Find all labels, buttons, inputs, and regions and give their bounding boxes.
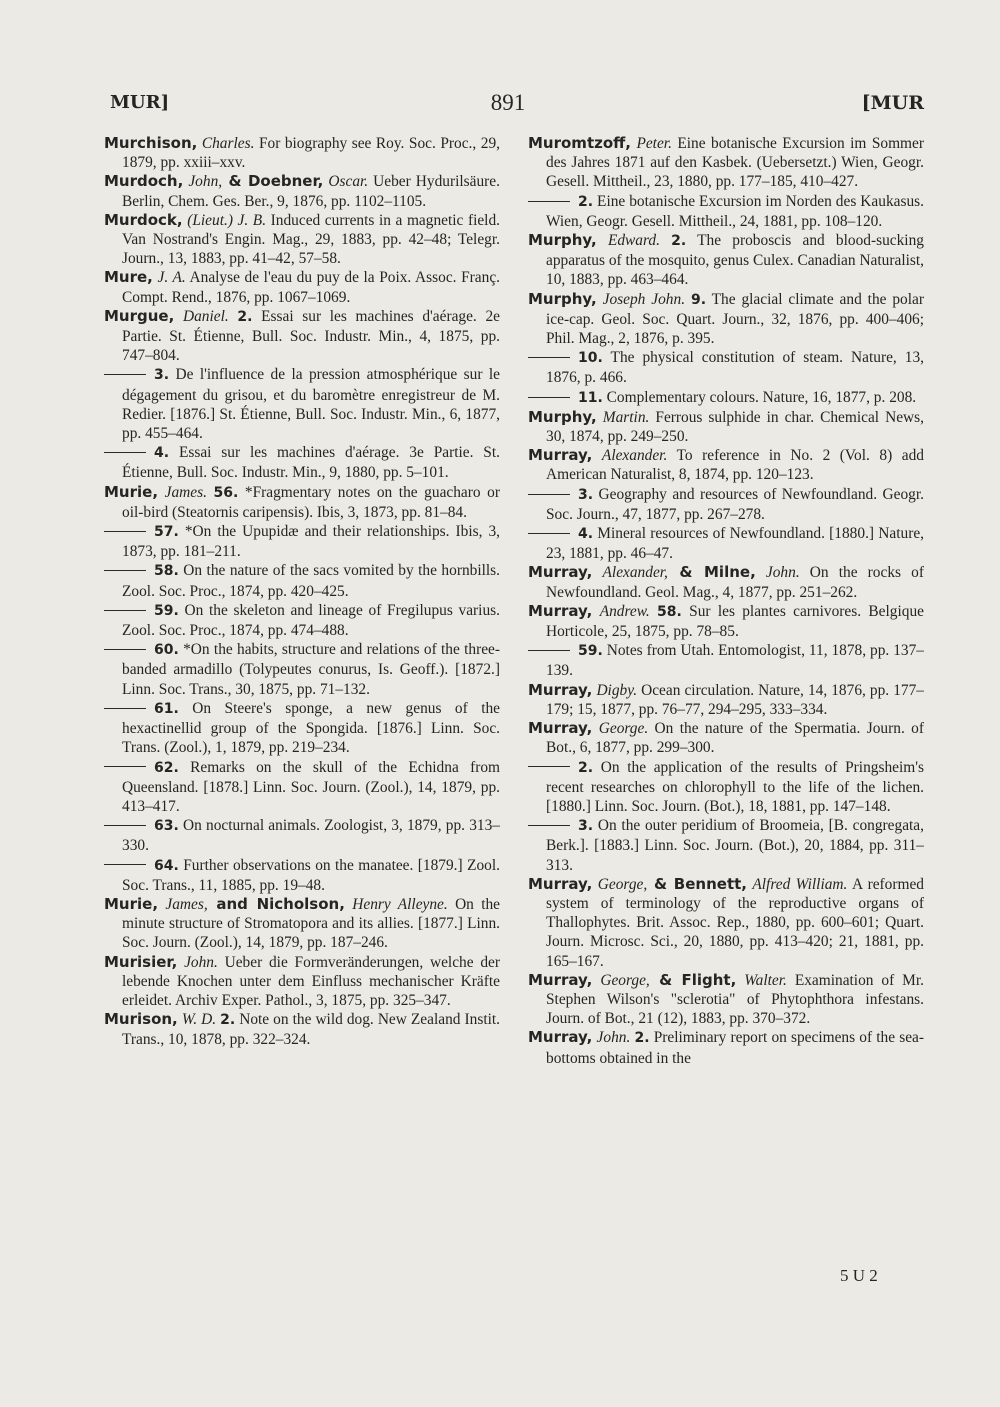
entry-text: On the minute structure of Stromatopora and its allies. [1877.] Linn. Soc. Journ. (Zool.), 14, 1879, pp. 187–246.: [122, 895, 500, 952]
coauthor-forename: John.: [765, 564, 800, 582]
ditto-dash: [104, 649, 146, 650]
entry-text: Mineral resources of Newfoundland. [1880.] Nature, 23, 1881, pp. 46–47.: [546, 525, 924, 563]
coauthor-forename: Alfred William.: [752, 875, 848, 893]
entry-text: *On the habits, structure and relations of the three-banded armadillo (Tolypeutes conurus, Is. Geoff.). [1872.] Linn. Soc. Trans., 30, 1875, pp. 71–132.: [122, 641, 500, 698]
author-forename: George.: [598, 720, 649, 738]
bibliography-subentry: [528, 348, 924, 387]
author-surname: Murphy,: [528, 407, 597, 426]
bibliography-subentry: [104, 758, 500, 817]
entry-text: On the rocks of Newfoundland. Geol. Mag., 4, 1877, pp. 251–262.: [546, 564, 924, 601]
entry-text: The proboscis and blood-sucking apparatus of the mosquito, genus Culex. Canadian Naturalist, 10, 1883, pp. 463–464.: [546, 232, 924, 289]
ditto-dash: [104, 452, 146, 453]
author-forename: J. A.: [157, 269, 186, 287]
ditto-dash: [528, 494, 570, 495]
bibliography-entry: [528, 602, 924, 641]
coauthor-surname: & Bennett,: [647, 874, 747, 893]
ditto-dash: [528, 201, 570, 202]
entry-number: 59.: [154, 602, 179, 619]
bibliography-entry: [104, 1010, 500, 1049]
author-surname: Murray,: [528, 874, 593, 893]
entry-number: 2.: [237, 308, 253, 325]
entry-text: On nocturnal animals. Zoologist, 3, 1879, pp. 313–330.: [122, 817, 500, 855]
signature-mark: 5 U 2: [840, 1266, 878, 1285]
entry-number: 64.: [154, 857, 179, 874]
author-surname: Murdoch,: [104, 172, 184, 191]
entry-number: 3.: [578, 486, 594, 503]
author-surname: Murie,: [104, 482, 159, 501]
entry-text: Preliminary report on specimens of the sea-bottoms obtained in the: [546, 1029, 924, 1067]
ditto-dash: [104, 374, 146, 375]
entry-number: 11.: [578, 389, 603, 406]
entry-text: On the nature of the sacs vomited by the hornbills. Zool. Soc. Proc., 1874, pp. 420–425.: [122, 562, 500, 600]
bibliography-subentry: [104, 443, 500, 482]
bibliography-subentry: [528, 641, 924, 680]
ditto-dash: [528, 650, 570, 651]
author-surname: Murphy,: [528, 231, 597, 250]
ditto-dash: [528, 766, 570, 767]
entry-text: *Fragmentary notes on the guacharo or oil-bird (Steatornis caripensis). Ibis, 3, 1873, pp. 81–84.: [122, 483, 500, 521]
entry-text: De l'influence de la pression atmosphérique sur le dégagement du grisou, et du baromètre enregistreur de M. Redier. [1876.] St. Étienne, Bull. Soc. Industr. Min., 6, 1877, pp. 455–464.: [122, 366, 500, 443]
ditto-dash: [104, 708, 146, 709]
author-surname: Murchison,: [104, 134, 198, 152]
entry-number: 3.: [578, 818, 594, 835]
bibliography-subentry: [104, 601, 500, 640]
entry-number: 57.: [154, 524, 179, 541]
author-forename: George,: [600, 971, 650, 989]
entry-text: For biography see Roy. Soc. Proc., 29, 1879, pp. xxiii–xxv.: [122, 135, 500, 172]
ditto-dash: [104, 570, 146, 571]
author-surname: Murphy,: [528, 289, 597, 308]
entry-number: 9.: [690, 291, 707, 308]
entry-number: 60.: [154, 642, 179, 659]
bibliography-subentry: [528, 758, 924, 817]
entry-text: Sur les plantes carnivores. Belgique Horticole, 25, 1875, pp. 78–85.: [546, 602, 924, 641]
entry-number: 4.: [578, 526, 594, 543]
entry-number: 4.: [154, 445, 170, 462]
right-column: [528, 134, 924, 1068]
coauthor-surname: and Nicholson,: [207, 894, 345, 913]
entry-number: 58.: [154, 563, 179, 580]
author-surname: Murray,: [528, 446, 593, 465]
bibliography-subentry: [528, 485, 924, 524]
author-forename: Digby.: [596, 681, 638, 699]
author-surname: Murray,: [528, 719, 593, 738]
entry-text: On the outer peridium of Broomeia, [B. congregata, Berk.]. [1883.] Linn. Soc. Journ. (Bot.), 20, 1884, pp. 311–313.: [546, 817, 924, 874]
ditto-dash: [104, 766, 146, 767]
entry-text: Examination of Mr. Stephen Wilson's "sclerotia" of Phytophthora infestans. Journ. of Bot., 21 (12), 1883, pp. 370–372.: [546, 971, 924, 1028]
author-surname: Muromtzoff,: [528, 134, 631, 152]
author-forename: W. D.: [181, 1011, 217, 1029]
left-column: [104, 134, 500, 1050]
entry-text: Further observations on the manatee. [1879.] Zool. Soc. Trans., 11, 1885, pp. 19–48.: [122, 856, 500, 894]
author-forename: Joseph John.: [602, 290, 686, 308]
bibliography-subentry: [104, 522, 500, 561]
entry-text: Geography and resources of Newfoundland. Geogr. Soc. Journ., 47, 1877, pp. 267–278.: [546, 485, 924, 523]
entry-number: 10.: [578, 350, 603, 367]
bibliography-subentry: [104, 699, 500, 758]
bibliography-subentry: [104, 365, 500, 443]
author-forename: George,: [597, 875, 648, 893]
running-head-left: MUR]: [110, 92, 170, 113]
bibliography-subentry: [104, 640, 500, 699]
entry-text: Ueber die Formveränderungen, welche der lebende Knochen unter dem Einfluss mechanischer Kräfte erleidet. Archiv Exper. Pathol., 3, 1875, pp. 325–347.: [122, 953, 500, 1009]
entry-text: Ueber Hydurilsäure. Berlin, Chem. Ges. Ber., 9, 1876, pp. 1102–1105.: [122, 173, 500, 210]
author-forename: (Lieut.) J. B.: [187, 211, 267, 229]
entry-number: 2.: [634, 1030, 650, 1047]
coauthor-surname: & Doebner,: [222, 172, 324, 191]
author-forename: James,: [165, 895, 208, 913]
coauthor-forename: Oscar.: [328, 173, 369, 191]
author-forename: John.: [184, 953, 218, 971]
bibliography-entry: [104, 307, 500, 366]
entry-number: 3.: [154, 367, 170, 384]
ditto-dash: [528, 825, 570, 826]
bibliography-entry: [104, 134, 500, 172]
author-surname: Murray,: [528, 563, 593, 582]
bibliography-entry: [528, 971, 924, 1029]
bibliography-entry: [104, 211, 500, 269]
bibliography-entry: [528, 719, 924, 757]
entry-text: On the application of the results of Pringsheim's recent researches on chlorophyll to the life of the lichen. [1880.] Linn. Soc. Journ. (Bot.), 18, 1881, pp. 147–148.: [546, 758, 924, 815]
entry-number: 61.: [154, 700, 179, 717]
author-surname: Murray,: [528, 601, 593, 620]
entry-text: Remarks on the skull of the Echidna from Queensland. [1878.] Linn. Soc. Journ. (Zool.), 14, 1879, pp. 413–417.: [122, 758, 500, 815]
bibliography-subentry: [528, 524, 924, 563]
page-number: 891: [490, 90, 526, 115]
bibliography-entry: [528, 408, 924, 446]
author-surname: Murray,: [528, 680, 593, 699]
entry-number: 2.: [671, 233, 687, 250]
ditto-dash: [104, 531, 146, 532]
entry-number: 62.: [154, 759, 179, 776]
ditto-dash: [528, 533, 570, 534]
entry-text: Eine botanische Excursion im Norden des Kaukasus. Wien, Geogr. Gesell. Mittheil., 24, 1881, pp. 108–120.: [546, 192, 924, 230]
ditto-dash: [528, 357, 570, 358]
entry-number: 63.: [154, 818, 179, 835]
bibliography-entry: [528, 231, 924, 290]
author-surname: Murgue,: [104, 306, 175, 325]
entry-text: Induced currents in a magnetic field. Van Nostrand's Engin. Mag., 29, 1883, pp. 42–48; Telegr. Journ., 13, 1883, pp. 41–42, 57–58.: [122, 211, 500, 268]
coauthor-forename: Henry Alleyne.: [352, 895, 448, 913]
bibliography-entry: [104, 483, 500, 522]
entry-text: Analyse de l'eau du puy de la Poix. Assoc. Franç. Compt. Rend., 1876, pp. 1067–1069.: [122, 269, 500, 306]
author-forename: Andrew.: [599, 602, 650, 620]
bibliography-subentry: [104, 816, 500, 855]
author-forename: John,: [188, 173, 223, 191]
author-forename: Alexander.: [601, 447, 668, 465]
entry-text: To reference in No. 2 (Vol. 8) add American Naturalist, 8, 1874, pp. 120–123.: [546, 447, 924, 484]
coauthor-surname: & Milne,: [667, 563, 756, 582]
running-head-right: [MUR: [861, 92, 924, 114]
entry-text: On Steere's sponge, a new genus of the hexactinellid group of the Spongida. [1876.] Linn. Soc. Trans. (Zool.), 1, 1879, pp. 219–234.: [122, 699, 500, 757]
entry-text: The physical constitution of steam. Nature, 13, 1876, p. 466.: [546, 349, 924, 387]
ditto-dash: [104, 610, 146, 611]
entry-number: 2.: [578, 193, 594, 210]
entry-text: On the nature of the Spermatia. Journ. of Bot., 6, 1877, pp. 299–300.: [546, 720, 924, 757]
bibliography-entry: [528, 290, 924, 349]
bibliography-subentry: [528, 388, 924, 408]
entry-text: On the skeleton and lineage of Fregilupus varius. Zool. Soc. Proc., 1874, pp. 474–488.: [122, 601, 500, 640]
ditto-dash: [104, 825, 146, 826]
bibliography-entry: [104, 953, 500, 1011]
bibliography-subentry: [528, 816, 924, 875]
author-surname: Murdock,: [104, 210, 183, 229]
bibliography-entry: [528, 1028, 924, 1067]
ditto-dash: [104, 864, 146, 865]
author-forename: John.: [596, 1029, 631, 1047]
bibliography-entry: [104, 895, 500, 953]
bibliography-entry: [528, 446, 924, 484]
author-surname: Murison,: [104, 1010, 178, 1029]
entry-text: Essai sur les machines d'aérage. 2e Partie. St. Étienne, Bull. Soc. Industr. Min., 4, 1875, pp. 747–804.: [122, 307, 500, 365]
bibliography-entry: [104, 172, 500, 210]
bibliography-entry: [104, 268, 500, 306]
entry-text: Note on the wild dog. New Zealand Instit. Trans., 10, 1878, pp. 322–324.: [122, 1011, 500, 1049]
entry-text: Ocean circulation. Nature, 14, 1876, pp. 177–179; 15, 1877, pp. 76–77, 294–295, 333–334.: [546, 681, 924, 718]
author-surname: Murie,: [104, 894, 159, 913]
bibliography-entry: [528, 134, 924, 192]
entry-text: A reformed system of terminology of the reproductive organs of Thallophytes. Brit. Assoc. Rep., 1880, pp. 600–601; Quart. Journ. Microsc. Sci., 20, 1880, pp. 413–420; 21, 1881, pp. 165–167.: [546, 875, 924, 970]
author-surname: Murisier,: [104, 952, 178, 971]
ditto-dash: [528, 397, 570, 398]
author-forename: James.: [164, 483, 207, 501]
entry-text: Complementary colours. Nature, 16, 1877, p. 208.: [602, 388, 917, 406]
bibliography-subentry: [104, 561, 500, 600]
author-forename: Charles.: [201, 135, 255, 152]
bibliography-entry: [528, 875, 924, 971]
author-forename: Daniel.: [182, 307, 229, 325]
entry-text: Ferrous sulphide in char. Chemical News, 30, 1874, pp. 249–250.: [546, 408, 924, 446]
bibliography-subentry: [528, 192, 924, 231]
entry-text: The glacial climate and the polar ice-cap. Geol. Soc. Quart. Journ., 32, 1876, pp. 400–406; Phil. Mag., 2, 1876, p. 395.: [546, 290, 924, 348]
entry-text: *On the Upupidæ and their relationships. Ibis, 3, 1873, pp. 181–211.: [122, 523, 500, 561]
bibliography-entry: [528, 681, 924, 719]
entry-number: 59.: [578, 643, 603, 660]
entry-text: Notes from Utah. Entomologist, 11, 1878, pp. 137–139.: [546, 642, 924, 680]
author-forename: Peter.: [636, 135, 672, 152]
author-surname: Mure,: [104, 268, 153, 287]
author-surname: Murray,: [528, 970, 593, 989]
author-forename: Martin.: [602, 408, 650, 426]
entry-text: Eine botanische Excursion im Sommer des Jahres 1871 auf den Kasbek. (Uebersetzt.) Wien, Geogr. Gesell. Mittheil., 23, 1880, pp. 177–185, 410–427.: [546, 135, 924, 191]
coauthor-forename: Walter.: [744, 971, 787, 989]
entry-number: 56.: [213, 484, 239, 501]
entry-number: 58.: [657, 603, 682, 620]
coauthor-surname: & Flight,: [649, 970, 737, 989]
author-forename: Edward.: [607, 232, 660, 250]
entry-text: Essai sur les machines d'aérage. 3e Partie. St. Étienne, Bull. Soc. Industr. Min., 9, 1880, pp. 5–101.: [122, 444, 500, 482]
entry-number: 2.: [578, 759, 594, 776]
author-surname: Murray,: [528, 1028, 593, 1047]
bibliography-subentry: [104, 856, 500, 895]
author-forename: Alexander,: [602, 564, 668, 582]
bibliography-entry: [528, 563, 924, 601]
entry-number: 2.: [220, 1012, 236, 1029]
